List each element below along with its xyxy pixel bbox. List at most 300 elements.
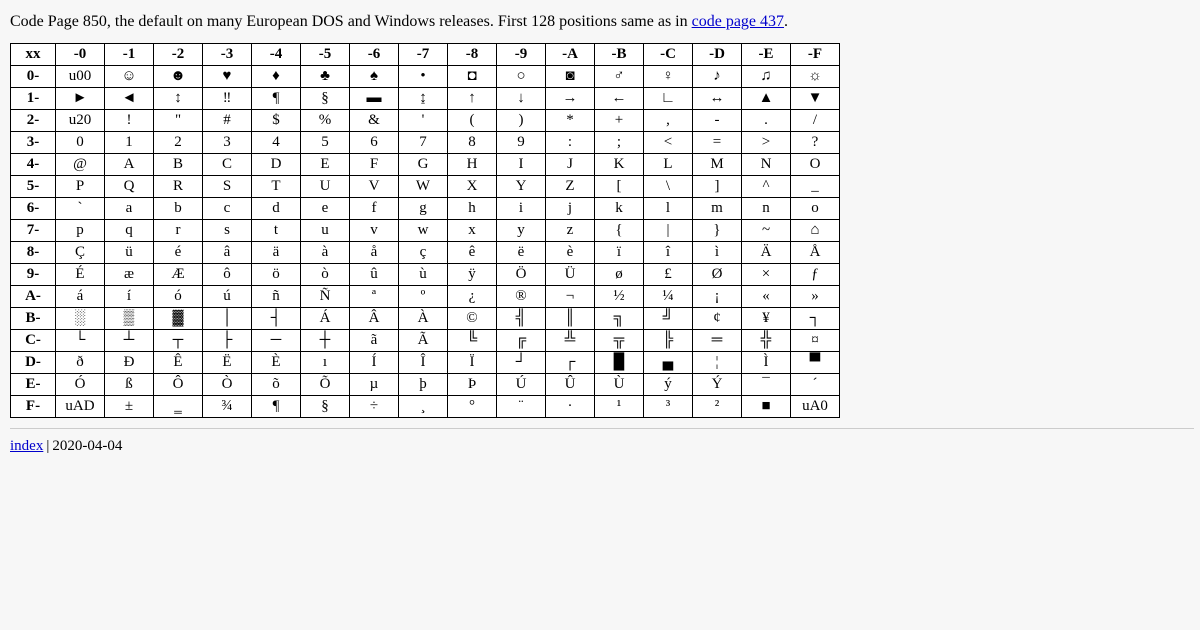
glyph-cell: Q bbox=[105, 175, 154, 197]
glyph-cell: → bbox=[546, 87, 595, 109]
glyph-cell: x bbox=[448, 219, 497, 241]
col-header-2: -2 bbox=[154, 43, 203, 65]
glyph-cell: = bbox=[693, 131, 742, 153]
glyph-cell: B bbox=[154, 153, 203, 175]
table-row bbox=[11, 197, 840, 219]
glyph-cell: uA0 bbox=[791, 395, 840, 417]
glyph-cell: ▒ bbox=[105, 307, 154, 329]
table-row bbox=[11, 351, 840, 373]
glyph-cell: ╬ bbox=[742, 329, 791, 351]
glyph-cell: h bbox=[448, 197, 497, 219]
glyph-cell: µ bbox=[350, 373, 399, 395]
glyph-cell: Ù bbox=[595, 373, 644, 395]
col-header-15: -F bbox=[791, 43, 840, 65]
glyph-cell: : bbox=[546, 131, 595, 153]
row-header: 7- bbox=[11, 219, 56, 241]
glyph-cell: ╔ bbox=[497, 329, 546, 351]
glyph-cell: ╩ bbox=[546, 329, 595, 351]
row-header: C- bbox=[11, 329, 56, 351]
glyph-cell: y bbox=[497, 219, 546, 241]
col-header-10: -A bbox=[546, 43, 595, 65]
glyph-cell: é bbox=[154, 241, 203, 263]
glyph-cell: ╚ bbox=[448, 329, 497, 351]
glyph-cell: ‼ bbox=[203, 87, 252, 109]
glyph-cell: 0 bbox=[56, 131, 105, 153]
glyph-cell: Ü bbox=[546, 263, 595, 285]
glyph-cell: z bbox=[546, 219, 595, 241]
glyph-cell: 8 bbox=[448, 131, 497, 153]
glyph-cell: J bbox=[546, 153, 595, 175]
glyph-cell: b bbox=[154, 197, 203, 219]
glyph-cell: ò bbox=[301, 263, 350, 285]
glyph-cell: ▄ bbox=[644, 351, 693, 373]
glyph-cell: ¿ bbox=[448, 285, 497, 307]
glyph-cell: â bbox=[203, 241, 252, 263]
glyph-cell: ý bbox=[644, 373, 693, 395]
glyph-cell: Ö bbox=[497, 263, 546, 285]
glyph-cell: s bbox=[203, 219, 252, 241]
glyph-cell: U bbox=[301, 175, 350, 197]
glyph-cell: ◙ bbox=[546, 65, 595, 87]
table-row bbox=[11, 219, 840, 241]
glyph-cell: ║ bbox=[546, 307, 595, 329]
glyph-cell: │ bbox=[203, 307, 252, 329]
glyph-cell: ☻ bbox=[154, 65, 203, 87]
glyph-cell: ┤ bbox=[252, 307, 301, 329]
col-header-8: -8 bbox=[448, 43, 497, 65]
glyph-cell: ³ bbox=[644, 395, 693, 417]
glyph-cell: Ý bbox=[693, 373, 742, 395]
col-header-14: -E bbox=[742, 43, 791, 65]
glyph-cell: @ bbox=[56, 153, 105, 175]
table-body bbox=[11, 65, 840, 417]
glyph-cell: « bbox=[742, 285, 791, 307]
glyph-cell: ○ bbox=[497, 65, 546, 87]
glyph-cell: v bbox=[350, 219, 399, 241]
glyph-cell: ; bbox=[595, 131, 644, 153]
glyph-cell: Ø bbox=[693, 263, 742, 285]
table-row bbox=[11, 241, 840, 263]
glyph-cell: Ì bbox=[742, 351, 791, 373]
table-corner-label: xx bbox=[11, 43, 56, 65]
glyph-cell: ? bbox=[791, 131, 840, 153]
glyph-cell: 6 bbox=[350, 131, 399, 153]
glyph-cell: Ó bbox=[56, 373, 105, 395]
table-row bbox=[11, 285, 840, 307]
glyph-cell: ¹ bbox=[595, 395, 644, 417]
glyph-cell: C bbox=[203, 153, 252, 175]
glyph-cell: _ bbox=[791, 175, 840, 197]
index-link[interactable]: index bbox=[10, 437, 44, 454]
glyph-cell: ½ bbox=[595, 285, 644, 307]
glyph-cell: O bbox=[791, 153, 840, 175]
glyph-cell: ê bbox=[448, 241, 497, 263]
glyph-cell: » bbox=[791, 285, 840, 307]
row-header: E- bbox=[11, 373, 56, 395]
glyph-cell: W bbox=[399, 175, 448, 197]
glyph-cell: u20 bbox=[56, 109, 105, 131]
col-header-13: -D bbox=[693, 43, 742, 65]
glyph-cell: P bbox=[56, 175, 105, 197]
glyph-cell: ¡ bbox=[693, 285, 742, 307]
table-row bbox=[11, 395, 840, 417]
row-header: 1- bbox=[11, 87, 56, 109]
glyph-cell: ╗ bbox=[595, 307, 644, 329]
glyph-cell: ╝ bbox=[644, 307, 693, 329]
row-header: 0- bbox=[11, 65, 56, 87]
glyph-cell: ´ bbox=[791, 373, 840, 395]
row-header: A- bbox=[11, 285, 56, 307]
glyph-cell: ¶ bbox=[252, 395, 301, 417]
glyph-cell: ¥ bbox=[742, 307, 791, 329]
glyph-cell: } bbox=[693, 219, 742, 241]
glyph-cell: ] bbox=[693, 175, 742, 197]
row-header: B- bbox=[11, 307, 56, 329]
glyph-cell: ◘ bbox=[448, 65, 497, 87]
glyph-cell: õ bbox=[252, 373, 301, 395]
glyph-cell: ┼ bbox=[301, 329, 350, 351]
table-row bbox=[11, 373, 840, 395]
row-header: 6- bbox=[11, 197, 56, 219]
row-header: 3- bbox=[11, 131, 56, 153]
glyph-cell: └ bbox=[56, 329, 105, 351]
glyph-cell: Y bbox=[497, 175, 546, 197]
glyph-cell: uAD bbox=[56, 395, 105, 417]
glyph-cell: T bbox=[252, 175, 301, 197]
glyph-cell: ƒ bbox=[791, 263, 840, 285]
glyph-cell: o bbox=[791, 197, 840, 219]
glyph-cell: ì bbox=[693, 241, 742, 263]
table-row bbox=[11, 87, 840, 109]
intro-paragraph bbox=[10, 12, 1192, 33]
glyph-cell: û bbox=[350, 263, 399, 285]
glyph-cell: ◄ bbox=[105, 87, 154, 109]
glyph-cell: g bbox=[399, 197, 448, 219]
glyph-cell: ┌ bbox=[546, 351, 595, 373]
glyph-cell: D bbox=[252, 153, 301, 175]
glyph-cell: ã bbox=[350, 329, 399, 351]
glyph-cell: ░ bbox=[56, 307, 105, 329]
glyph-cell: ~ bbox=[742, 219, 791, 241]
glyph-cell: * bbox=[546, 109, 595, 131]
glyph-cell: þ bbox=[399, 373, 448, 395]
row-header: 5- bbox=[11, 175, 56, 197]
code-page-table bbox=[10, 43, 840, 418]
glyph-cell: ( bbox=[448, 109, 497, 131]
glyph-cell: § bbox=[301, 87, 350, 109]
intro-text-before: Code Page 850, the default on many European DOS and Windows releases. First 128 positions same as in bbox=[10, 13, 692, 30]
glyph-cell: $ bbox=[252, 109, 301, 131]
glyph-cell: X bbox=[448, 175, 497, 197]
table-row bbox=[11, 65, 840, 87]
glyph-cell: Ï bbox=[448, 351, 497, 373]
glyph-cell: ∟ bbox=[644, 87, 693, 109]
glyph-cell: t bbox=[252, 219, 301, 241]
table-row bbox=[11, 307, 840, 329]
glyph-cell: A bbox=[105, 153, 154, 175]
table-row bbox=[11, 153, 840, 175]
glyph-cell: Õ bbox=[301, 373, 350, 395]
glyph-cell: ♂ bbox=[595, 65, 644, 87]
glyph-cell: È bbox=[252, 351, 301, 373]
glyph-cell: ─ bbox=[252, 329, 301, 351]
glyph-cell: ♀ bbox=[644, 65, 693, 87]
row-header: 8- bbox=[11, 241, 56, 263]
glyph-cell: ▲ bbox=[742, 87, 791, 109]
glyph-cell: ® bbox=[497, 285, 546, 307]
glyph-cell: Ð bbox=[105, 351, 154, 373]
glyph-cell: ← bbox=[595, 87, 644, 109]
glyph-cell: | bbox=[644, 219, 693, 241]
glyph-cell: Z bbox=[546, 175, 595, 197]
glyph-cell: À bbox=[399, 307, 448, 329]
glyph-cell: c bbox=[203, 197, 252, 219]
glyph-cell: p bbox=[56, 219, 105, 241]
intro-text-after: . bbox=[784, 13, 789, 30]
row-header: 2- bbox=[11, 109, 56, 131]
glyph-cell: ö bbox=[252, 263, 301, 285]
col-header-6: -6 bbox=[350, 43, 399, 65]
glyph-cell: ♦ bbox=[252, 65, 301, 87]
glyph-cell: ► bbox=[56, 87, 105, 109]
glyph-cell: r bbox=[154, 219, 203, 241]
glyph-cell: n bbox=[742, 197, 791, 219]
glyph-cell: & bbox=[350, 109, 399, 131]
glyph-cell: a bbox=[105, 197, 154, 219]
glyph-cell: ª bbox=[350, 285, 399, 307]
glyph-cell: ♪ bbox=[693, 65, 742, 87]
glyph-cell: æ bbox=[105, 263, 154, 285]
glyph-cell: . bbox=[742, 109, 791, 131]
table-row bbox=[11, 175, 840, 197]
glyph-cell: î bbox=[644, 241, 693, 263]
glyph-cell: ¸ bbox=[399, 395, 448, 417]
glyph-cell: w bbox=[399, 219, 448, 241]
glyph-cell: Å bbox=[791, 241, 840, 263]
row-header: 4- bbox=[11, 153, 56, 175]
glyph-cell: Û bbox=[546, 373, 595, 395]
glyph-cell: ♣ bbox=[301, 65, 350, 87]
glyph-cell: N bbox=[742, 153, 791, 175]
col-header-7: -7 bbox=[399, 43, 448, 65]
page-footer bbox=[10, 428, 1194, 455]
row-header: 9- bbox=[11, 263, 56, 285]
glyph-cell: / bbox=[791, 109, 840, 131]
glyph-cell: f bbox=[350, 197, 399, 219]
glyph-cell: ð bbox=[56, 351, 105, 373]
col-header-4: -4 bbox=[252, 43, 301, 65]
glyph-cell: Þ bbox=[448, 373, 497, 395]
glyph-cell: k bbox=[595, 197, 644, 219]
glyph-cell: [ bbox=[595, 175, 644, 197]
table-row bbox=[11, 131, 840, 153]
glyph-cell: L bbox=[644, 153, 693, 175]
glyph-cell: í bbox=[105, 285, 154, 307]
glyph-cell: ¦ bbox=[693, 351, 742, 373]
glyph-cell: Ê bbox=[154, 351, 203, 373]
col-header-9: -9 bbox=[497, 43, 546, 65]
glyph-cell: ë bbox=[497, 241, 546, 263]
glyph-cell: ┬ bbox=[154, 329, 203, 351]
glyph-cell: " bbox=[154, 109, 203, 131]
glyph-cell: ' bbox=[399, 109, 448, 131]
glyph-cell: ç bbox=[399, 241, 448, 263]
glyph-cell: ` bbox=[56, 197, 105, 219]
glyph-cell: 2 bbox=[154, 131, 203, 153]
glyph-cell: ¾ bbox=[203, 395, 252, 417]
glyph-cell: Ò bbox=[203, 373, 252, 395]
glyph-cell: ü bbox=[105, 241, 154, 263]
col-header-1: -1 bbox=[105, 43, 154, 65]
table-row bbox=[11, 329, 840, 351]
glyph-cell: I bbox=[497, 153, 546, 175]
footer-date: 2020-04-04 bbox=[52, 437, 123, 454]
glyph-cell: Ä bbox=[742, 241, 791, 263]
table-header-row bbox=[11, 43, 840, 65]
glyph-cell: # bbox=[203, 109, 252, 131]
glyph-cell: • bbox=[399, 65, 448, 87]
glyph-cell: q bbox=[105, 219, 154, 241]
glyph-cell: ☺ bbox=[105, 65, 154, 87]
glyph-cell: ß bbox=[105, 373, 154, 395]
glyph-cell: S bbox=[203, 175, 252, 197]
glyph-cell: < bbox=[644, 131, 693, 153]
glyph-cell: u bbox=[301, 219, 350, 241]
glyph-cell: 5 bbox=[301, 131, 350, 153]
glyph-cell: █ bbox=[595, 351, 644, 373]
glyph-cell: % bbox=[301, 109, 350, 131]
glyph-cell: ² bbox=[693, 395, 742, 417]
glyph-cell: ■ bbox=[742, 395, 791, 417]
glyph-cell: ▀ bbox=[791, 351, 840, 373]
glyph-cell: ╣ bbox=[497, 307, 546, 329]
glyph-cell: ¬ bbox=[546, 285, 595, 307]
glyph-cell: ╦ bbox=[595, 329, 644, 351]
glyph-cell: ↨ bbox=[399, 87, 448, 109]
glyph-cell: Æ bbox=[154, 263, 203, 285]
glyph-cell: e bbox=[301, 197, 350, 219]
glyph-cell: è bbox=[546, 241, 595, 263]
glyph-cell: § bbox=[301, 395, 350, 417]
col-header-5: -5 bbox=[301, 43, 350, 65]
glyph-cell: ╠ bbox=[644, 329, 693, 351]
glyph-cell: ó bbox=[154, 285, 203, 307]
glyph-cell: m bbox=[693, 197, 742, 219]
glyph-cell: u00 bbox=[56, 65, 105, 87]
glyph-cell: ├ bbox=[203, 329, 252, 351]
glyph-cell: 1 bbox=[105, 131, 154, 153]
glyph-cell: Ô bbox=[154, 373, 203, 395]
glyph-cell: l bbox=[644, 197, 693, 219]
glyph-cell: · bbox=[546, 395, 595, 417]
glyph-cell: ¼ bbox=[644, 285, 693, 307]
glyph-cell: Í bbox=[350, 351, 399, 373]
row-header: F- bbox=[11, 395, 56, 417]
col-header-12: -C bbox=[644, 43, 693, 65]
glyph-cell: Ñ bbox=[301, 285, 350, 307]
glyph-cell: - bbox=[693, 109, 742, 131]
glyph-cell: K bbox=[595, 153, 644, 175]
glyph-cell: , bbox=[644, 109, 693, 131]
glyph-cell: É bbox=[56, 263, 105, 285]
glyph-cell: ‗ bbox=[154, 395, 203, 417]
glyph-cell: ø bbox=[595, 263, 644, 285]
glyph-cell: × bbox=[742, 263, 791, 285]
glyph-cell: ± bbox=[105, 395, 154, 417]
glyph-cell: ┘ bbox=[497, 351, 546, 373]
glyph-cell: > bbox=[742, 131, 791, 153]
table-row bbox=[11, 109, 840, 131]
glyph-cell: + bbox=[595, 109, 644, 131]
glyph-cell: £ bbox=[644, 263, 693, 285]
glyph-cell: ! bbox=[105, 109, 154, 131]
glyph-cell: ↑ bbox=[448, 87, 497, 109]
glyph-cell: j bbox=[546, 197, 595, 219]
glyph-cell: 9 bbox=[497, 131, 546, 153]
glyph-cell: ▓ bbox=[154, 307, 203, 329]
glyph-cell: å bbox=[350, 241, 399, 263]
glyph-cell: ↕ bbox=[154, 87, 203, 109]
glyph-cell: ¨ bbox=[497, 395, 546, 417]
glyph-cell: G bbox=[399, 153, 448, 175]
glyph-cell: ÷ bbox=[350, 395, 399, 417]
glyph-cell: ▬ bbox=[350, 87, 399, 109]
glyph-cell: º bbox=[399, 285, 448, 307]
glyph-cell: ñ bbox=[252, 285, 301, 307]
glyph-cell: ¯ bbox=[742, 373, 791, 395]
glyph-cell: ♫ bbox=[742, 65, 791, 87]
glyph-cell: H bbox=[448, 153, 497, 175]
glyph-cell: ı bbox=[301, 351, 350, 373]
glyph-cell: ô bbox=[203, 263, 252, 285]
glyph-cell: ¶ bbox=[252, 87, 301, 109]
col-header-11: -B bbox=[595, 43, 644, 65]
glyph-cell: Î bbox=[399, 351, 448, 373]
glyph-cell: \ bbox=[644, 175, 693, 197]
glyph-cell: ¢ bbox=[693, 307, 742, 329]
glyph-cell: ♠ bbox=[350, 65, 399, 87]
glyph-cell: ù bbox=[399, 263, 448, 285]
glyph-cell: R bbox=[154, 175, 203, 197]
glyph-cell: 4 bbox=[252, 131, 301, 153]
glyph-cell: ▼ bbox=[791, 87, 840, 109]
glyph-cell: ¤ bbox=[791, 329, 840, 351]
glyph-cell: á bbox=[56, 285, 105, 307]
glyph-cell: ï bbox=[595, 241, 644, 263]
glyph-cell: © bbox=[448, 307, 497, 329]
col-header-3: -3 bbox=[203, 43, 252, 65]
glyph-cell: d bbox=[252, 197, 301, 219]
glyph-cell: ⌂ bbox=[791, 219, 840, 241]
col-header-0: -0 bbox=[56, 43, 105, 65]
glyph-cell: Á bbox=[301, 307, 350, 329]
code-page-437-link[interactable]: code page 437 bbox=[691, 13, 785, 30]
glyph-cell: ↔ bbox=[693, 87, 742, 109]
table-row bbox=[11, 263, 840, 285]
glyph-cell: ° bbox=[448, 395, 497, 417]
glyph-cell: Â bbox=[350, 307, 399, 329]
glyph-cell: Ã bbox=[399, 329, 448, 351]
glyph-cell: 3 bbox=[203, 131, 252, 153]
glyph-cell: ♥ bbox=[203, 65, 252, 87]
glyph-cell: E bbox=[301, 153, 350, 175]
glyph-cell: ) bbox=[497, 109, 546, 131]
glyph-cell: ↓ bbox=[497, 87, 546, 109]
glyph-cell: Ú bbox=[497, 373, 546, 395]
glyph-cell: Ç bbox=[56, 241, 105, 263]
glyph-cell: ☼ bbox=[791, 65, 840, 87]
glyph-cell: { bbox=[595, 219, 644, 241]
